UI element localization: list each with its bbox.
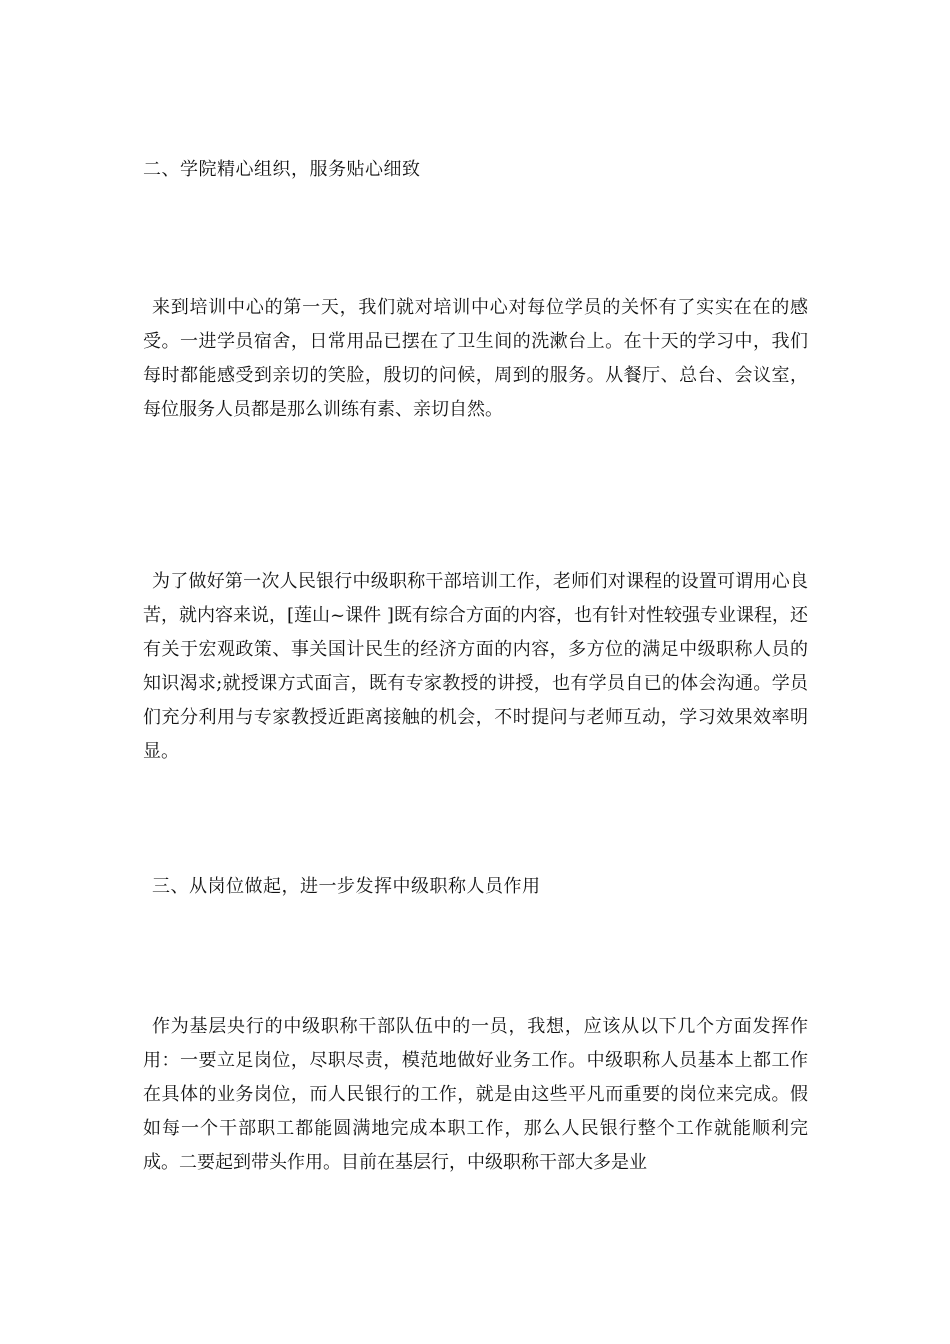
section-heading-3: 三、从岗位做起，进一步发挥中级职称人员作用 bbox=[152, 876, 541, 897]
paragraph-3: 作为基层央行的中级职称干部队伍中的一员，我想，应该从以下几个方面发挥作用：一要立足岗位，尽职尽责，模范地做好业务工作。中级职称人员基本上都工作在具体的业务岗位，而人民银行的工作，就是由这些平凡而重要的岗位来完成。假如每一个干部职工都能圆满地完成本职工作，那么人民银行整个工作就能顺利完成。二要起到带头作用。目前在基层行，中级职称干部大多是业 bbox=[143, 1016, 808, 1173]
section-heading-2: 二、学院精心组织，服务贴心细致 bbox=[143, 159, 421, 180]
paragraph-1: 来到培训中心的第一天，我们就对培训中心对每位学员的关怀有了实实在在的感受。一进学员宿舍，日常用品已摆在了卫生间的洗漱台上。在十天的学习中，我们每时都能感受到亲切的笑脸，殷切的问候，周到的服务。从餐厅、总台、会议室，每位服务人员都是那么训练有素、亲切自然。 bbox=[143, 297, 808, 420]
paragraph-2: 为了做好第一次人民银行中级职称干部培训工作，老师们对课程的设置可谓用心良苦，就内容来说，[莲山~课件 ]既有综合方面的内容，也有针对性较强专业课程，还有关于宏观政策、事关国计民生的经济方面的内容，多方位的满足中级职称人员的知识渴求;就授课方式面言，既有专家教授的讲授，也有学员自已的体会沟通。学员们充分利用与专家教授近距离接触的机会，不时提问与老师互动，学习效果效率明显。 bbox=[143, 571, 808, 762]
